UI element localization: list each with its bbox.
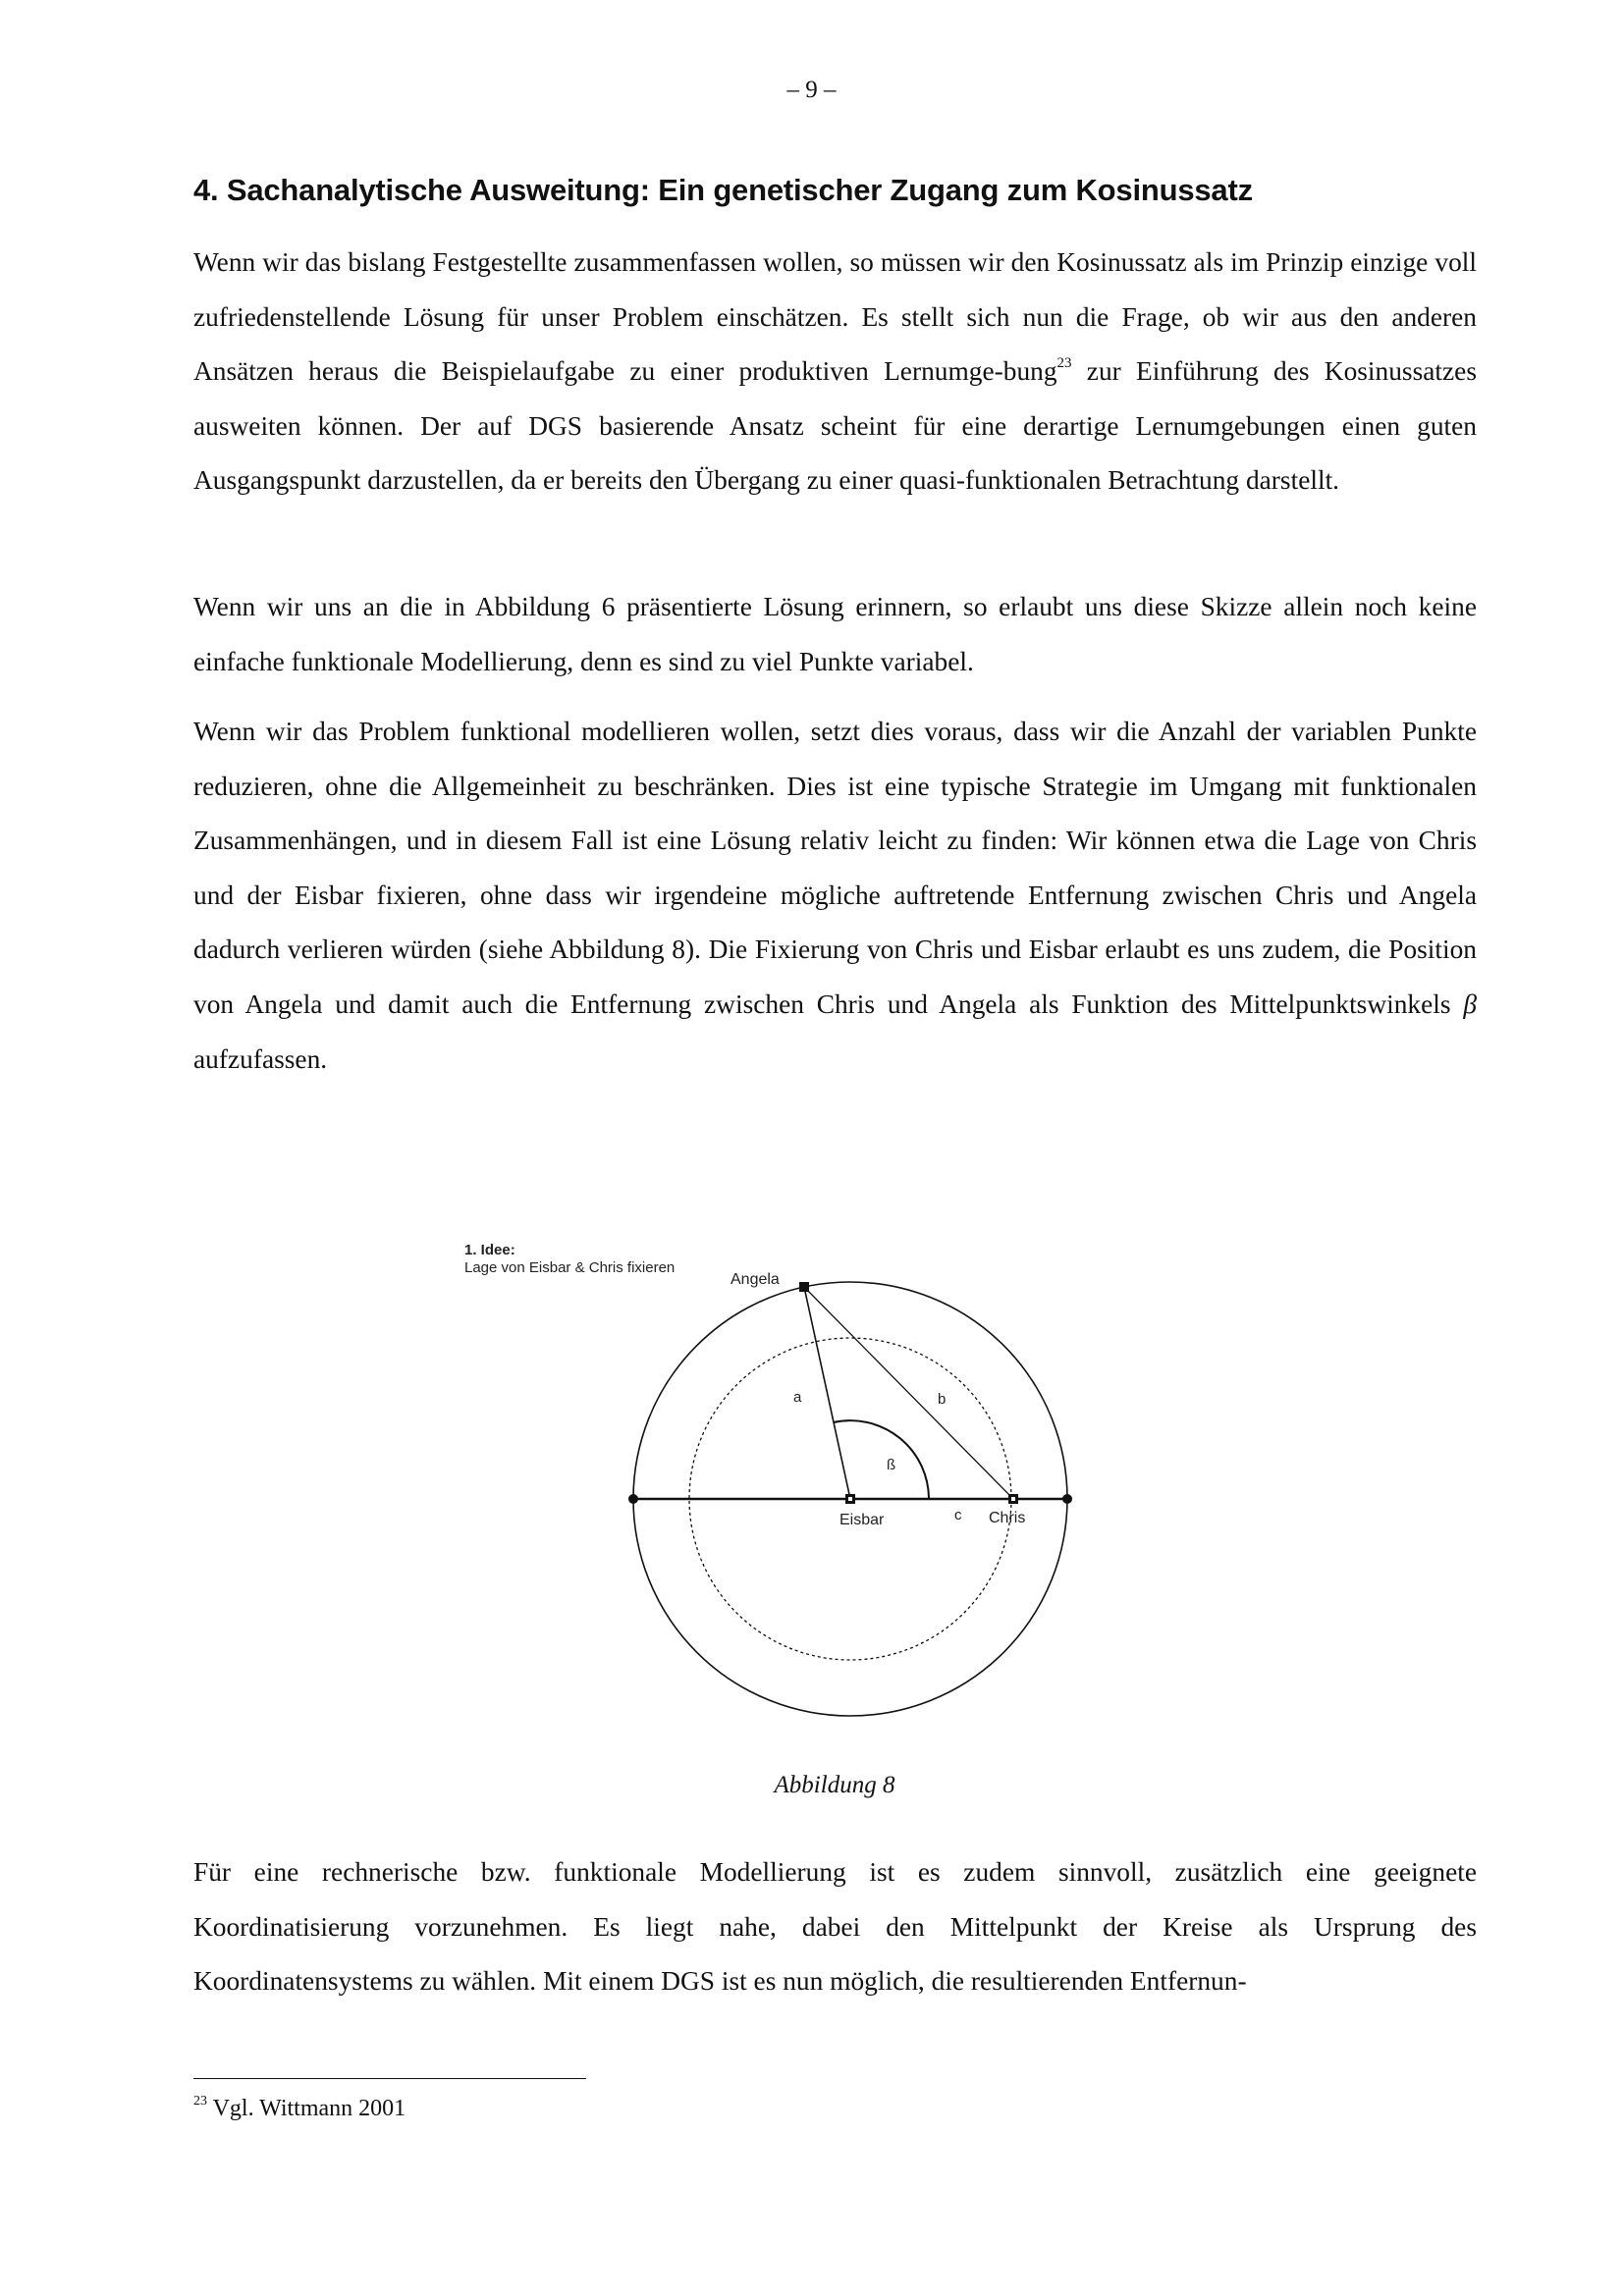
paragraph-1: [193, 236, 1477, 508]
figure-title: 1. Idee:: [464, 1242, 515, 1258]
footnote-reference[interactable]: 23: [1056, 355, 1072, 372]
label-angela: Angela: [730, 1271, 780, 1288]
diameter-endpoint-left: [628, 1494, 638, 1504]
point-chris-inner: [1011, 1497, 1015, 1501]
paragraph-3: [193, 705, 1477, 1087]
label-segment-a: a: [793, 1389, 802, 1406]
point-eisbar-inner: [848, 1497, 852, 1501]
figure-8: [432, 1217, 1119, 1747]
paragraph-1-text: Wenn wir das bislang Festgestellte zusammenfassen wollen, so müssen wir den Kosinussatz als im Prinzip einzige voll zufriedenstellende Lösung für unser Problem einschätzen. Es stellt sich nun die Frage, ob wir aus den anderen Ansätzen heraus die Beispielaufgabe zu einer produktiven Lernumge-bung: [193, 247, 1477, 387]
figure-caption: Abbildung 8: [774, 1772, 895, 1798]
footnote-number: 23: [193, 2094, 207, 2109]
section-heading: 4. Sachanalytische Ausweitung: Ein genetischer Zugang zum Kosinussatz: [193, 173, 1253, 207]
figure-subtitle: Lage von Eisbar & Chris fixieren: [464, 1259, 676, 1276]
point-angela[interactable]: [799, 1282, 809, 1292]
label-eisbar: Eisbar: [839, 1512, 885, 1528]
paragraph-3-text-continued: aufzufassen.: [193, 1043, 328, 1074]
footnote-23: [193, 2096, 406, 2122]
footnote-divider: [193, 2078, 586, 2079]
beta-symbol: β: [1463, 988, 1477, 1019]
label-segment-c: c: [954, 1507, 962, 1523]
page-number: – 9 –: [786, 77, 837, 103]
label-segment-b: b: [938, 1391, 947, 1408]
paragraph-3-text: Wenn wir das Problem funktional modellieren wollen, setzt dies voraus, dass wir die Anzahl der variablen Punkte reduzieren, ohne die Allgemeinheit zu beschränken. Dies ist eine typische Strategie im Umgang mit funktionalen Zusammenhängen, und in diesem Fall ist eine Lösung relativ leicht zu finden: Wir können etwa die Lage von Chris und der Eisbar fixieren, ohne dass wir irgendeine mögliche auftretende Entfernung zwischen Chris und Angela dadurch verlieren würden (siehe Abbildung 8). Die Fixierung von Chris und Eisbar erlaubt es uns zudem, die Position von Angela und damit auch die Entfernung zwischen Chris und Angela als Funktion des Mittelpunktswinkels: [193, 717, 1477, 1019]
label-chris: Chris: [989, 1510, 1026, 1526]
segment-a: [804, 1287, 850, 1499]
paragraph-2: Wenn wir uns an die in Abbildung 6 präsentierte Lösung erinnern, so erlaubt uns diese Skizze allein noch keine einfache funktionale Modellierung, denn es sind zu viel Punkte variabel.: [193, 592, 1477, 676]
paragraph-4: Für eine rechnerische bzw. funktionale Modellierung ist es zudem sinnvoll, zusätzlich eine geeignete Koordinatisierung vorzunehmen. Es liegt nahe, dabei den Mittelpunkt der Kreise als Ursprung des Koordinatensystems zu wählen. Mit einem DGS ist es nun möglich, die resultierenden Entfernun-: [193, 1857, 1477, 1997]
diameter-endpoint-right: [1062, 1494, 1072, 1504]
paragraph-1-text-continued: zur Einführung des Kosinussatzes ausweiten können. Der auf DGS basierende Ansatz scheint für eine derartige Lernumgebungen einen guten Ausgangspunkt darzustellen, da er bereits den Übergang zu einer quasi-funktionalen Betrachtung darstellt.: [193, 356, 1477, 496]
segment-b: [804, 1287, 1013, 1499]
geometry-diagram: [432, 1217, 1119, 1747]
label-angle-beta: ß: [887, 1457, 896, 1473]
footnote-text: Vgl. Wittmann 2001: [212, 2096, 406, 2121]
